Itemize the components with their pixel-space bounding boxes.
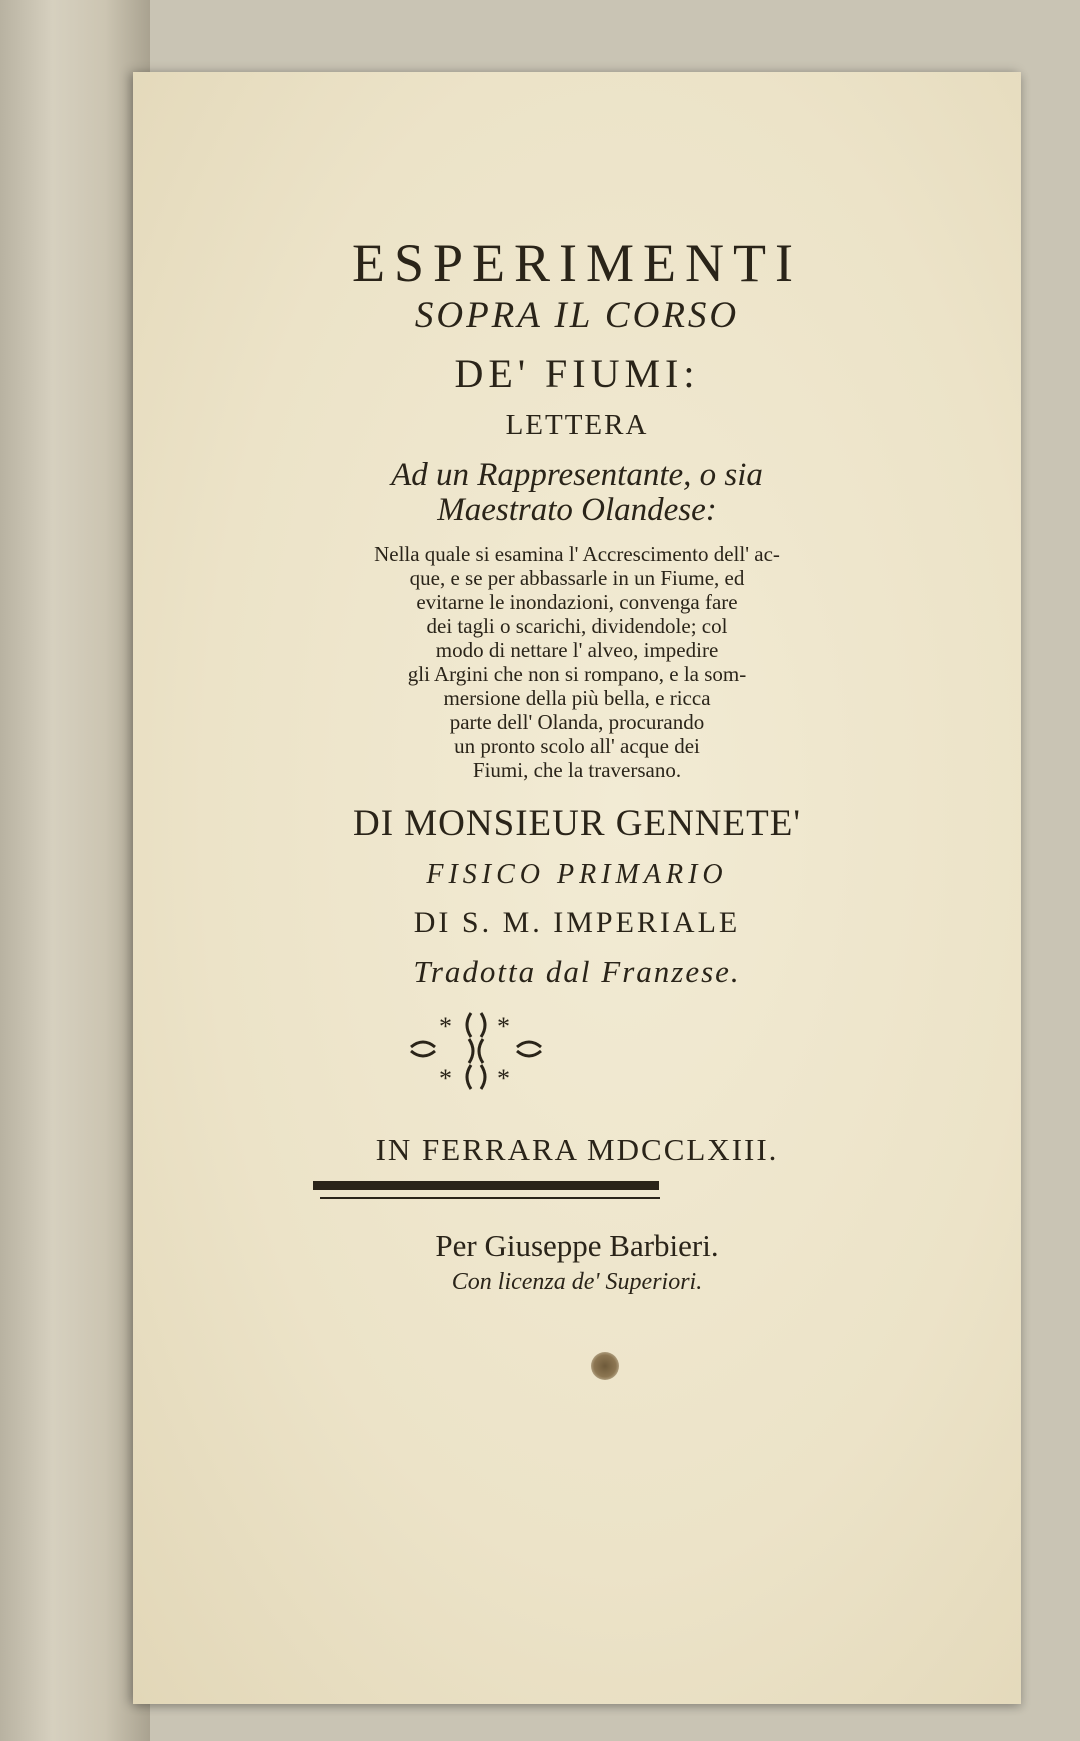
translation-note: Tradotta dal Franzese. [413, 954, 741, 989]
body-line-6: gli Argini che non si rompano, e la som- [407, 662, 747, 686]
svg-text:*: * [497, 1064, 510, 1093]
body-line-2: que, e se per abbassarle in un Fiume, ed [409, 566, 745, 590]
author-title: FISICO PRIMARIO [426, 859, 728, 890]
lettera-heading: LETTERA [505, 409, 649, 441]
book-binding [0, 0, 150, 1741]
thick-rule [313, 1181, 659, 1190]
body-line-9: un pronto scolo all' acque dei [454, 734, 700, 758]
svg-text:*: * [439, 1012, 452, 1041]
svg-text:*: * [439, 1064, 452, 1093]
body-line-8: parte dell' Olanda, procurando [449, 710, 705, 734]
title-page [133, 72, 1021, 1704]
body-line-10: Fiumi, che la traversano. [472, 758, 682, 782]
license-note: Con licenza de' Superiori. [451, 1269, 703, 1295]
svg-text:*: * [497, 1012, 510, 1041]
imprint-place: IN FERRARA MDCCLXIII. [375, 1132, 779, 1167]
body-line-4: dei tagli o scarichi, dividendole; col [426, 614, 728, 638]
body-line-7: mersione della più bella, e ricca [443, 686, 711, 710]
printer-ornament [401, 1007, 551, 1097]
majesty-line: DI S. M. IMPERIALE [413, 906, 741, 939]
book-subtitle-2: DE' FIUMI: [454, 351, 700, 396]
body-line-5: modo di nettare l' alveo, impedire [435, 638, 719, 662]
author-line: DI MONSIEUR GENNETE' [352, 803, 801, 844]
printer-name: Per Giuseppe Barbieri. [435, 1228, 719, 1263]
address-line-1: Ad un Rappresentante, o sia [391, 457, 763, 493]
book-subtitle-1: SOPRA IL CORSO [414, 295, 740, 336]
body-line-1: Nella quale si esamina l' Accrescimento dell' ac- [374, 542, 780, 566]
thin-rule [320, 1197, 660, 1199]
paper-stain [591, 1352, 619, 1380]
address-line-2: Maestrato Olandese: [437, 492, 717, 528]
book-title: ESPERIMENTI [352, 233, 802, 293]
body-line-3: evitarne le inondazioni, convenga fare [416, 590, 738, 614]
